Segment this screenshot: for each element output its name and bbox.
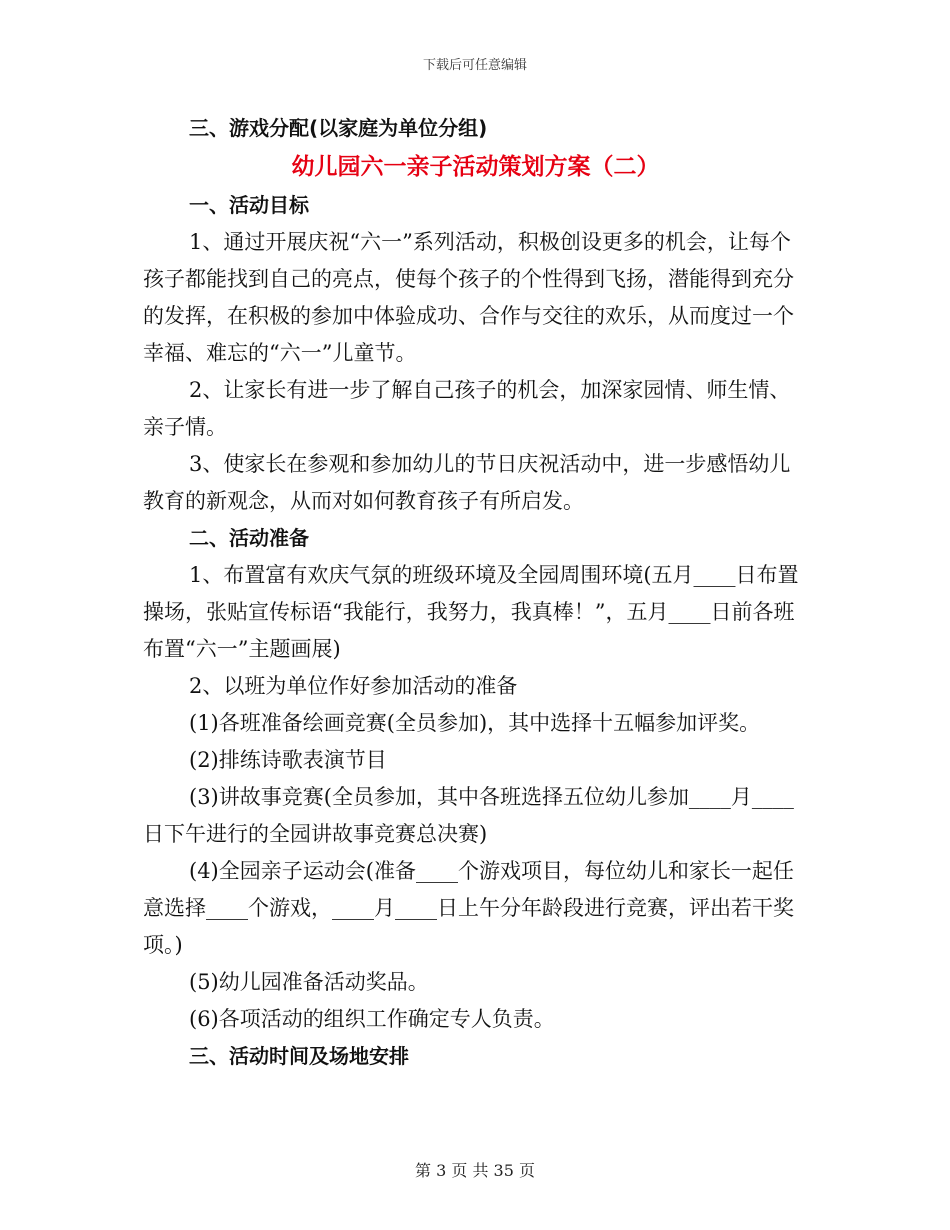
section-preparation: 二、活动准备 (189, 526, 309, 550)
prep-2-2: (2)排练诗歌表演节目 (189, 748, 387, 772)
section-goals: 一、活动目标 (189, 193, 309, 217)
prep-2: 2、以班为单位作好参加活动的准备 (189, 674, 518, 698)
document-body (143, 110, 808, 1075)
prep-2-1: (1)各班准备绘画竞赛(全员参加)，其中选择十五幅参加评奖。 (189, 711, 761, 735)
section-game-allocation: 三、游戏分配(以家庭为单位分组) (189, 116, 488, 140)
prep-2-5: (5)幼儿园准备活动奖品。 (189, 970, 429, 994)
goal-3: 3、使家长在参观和参加幼儿的节日庆祝活动中，进一步感悟幼儿教育的新观念，从而对如何教育孩子有所启发。 (143, 452, 791, 513)
goal-1: 1、通过开展庆祝“六一”系列活动，积极创设更多的机会，让每个孩子都能找到自己的亮点，使每个孩子的个性得到飞扬，潜能得到充分的发挥，在积极的参加中体验成功、合作与交往的欢乐，从而度过一个幸福、难忘的“六一”儿童节。 (143, 230, 794, 365)
goal-2: 2、让家长有进一步了解自己孩子的机会，加深家园情、师生情、亲子情。 (143, 378, 791, 439)
section-schedule-venue: 三、活动时间及场地安排 (189, 1044, 409, 1068)
prep-2-6: (6)各项活动的组织工作确定专人负责。 (189, 1007, 555, 1031)
prep-2-3: (3)讲故事竞赛(全员参加，其中各班选择五位幼儿参加____月____日下午进行的全园讲故事竞赛总决赛) (143, 785, 794, 846)
page-header: 下载后可任意编辑 (422, 58, 527, 73)
page-footer: 第 3 页 共 35 页 (415, 1161, 535, 1180)
doc-title: 幼儿园六一亲子活动策划方案（二） (291, 154, 660, 180)
prep-2-4: (4)全园亲子运动会(准备____个游戏项目，每位幼儿和家长一起任意选择____个游戏，____月____日上午分年龄段进行竞赛，评出若干奖项。) (143, 859, 794, 957)
prep-1: 1、布置富有欢庆气氛的班级环境及全园周围环境(五月____日布置操场，张贴宣传标语“我能行，我努力，我真棒！”，五月____日前各班布置“六一”主题画展) (143, 563, 799, 661)
